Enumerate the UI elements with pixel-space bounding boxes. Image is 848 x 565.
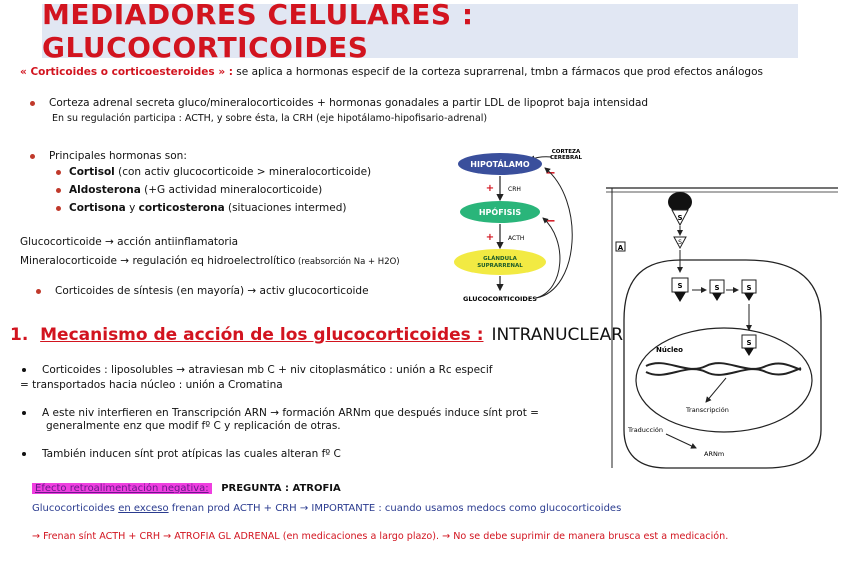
feedback-text: Glucocorticoides [32,503,119,514]
corteza-label: CORTEZA [551,149,581,155]
steroid-label: S [677,214,683,222]
dna-strand [646,363,801,370]
mech-bullet [22,363,492,377]
minus-sign: − [545,166,556,181]
hipotalamo-label: HIPOTÁLAMO [470,160,530,169]
plus-sign: + [485,232,495,243]
bullet-dot [30,154,35,159]
panel-label: A [617,244,624,252]
feedback-heading [32,482,341,496]
section-number: 1. [10,325,29,345]
mineral-text: Mineralocorticoide → regulación eq hidroelectrolítico [20,255,296,267]
bullet-dot [22,368,26,372]
bullet-dot [56,170,61,175]
bullet-text: En su regulación participa : ACTH, y sobre ésta, la CRH (eje hipotálamo-hipofisario-adrenal) [52,113,488,124]
section-heading [10,325,623,345]
feedback-label: Efecto retroalimentación negativa: [32,483,212,494]
intro-line [20,65,763,79]
steroid-label: S [678,239,682,246]
steroid-label: S [746,284,752,292]
traduccion-label: Traducción [628,426,663,434]
hormone-item [56,183,322,197]
bullet-dot [36,289,41,294]
synth-line [36,284,369,298]
mech-text: A este niv interfieren en Transcripción ARN → formación ARNm que después induce sínt prot = [42,407,539,419]
acth-label: ACTH [508,235,525,242]
steroid-label: S [677,282,683,290]
hpa-axis-diagram [440,140,600,310]
intro-quote: « Corticoides o corticoesteroides » : [20,66,233,78]
hormones-heading [30,149,187,163]
hormone-detail: (con activ glucocorticoide > mineralocorticoide) [114,166,372,178]
crh-label: CRH [508,186,521,193]
feedback-text: frenan prod ACTH + CRH → IMPORTANTE : cuando usamos medocs como glucocorticoides [168,503,622,514]
bullet-text: Corteza adrenal secreta gluco/mineralocorticoides + hormonas gonadales a partir LDL de lipoprot baja intensidad [49,97,649,109]
section-title: Mecanismo de acción de los glucocorticoides : [40,325,484,345]
hormone-detail: (situaciones intermed) [224,202,347,214]
hormone-item [56,201,346,215]
intro-text: se aplica a hormonas especif de la corteza suprarrenal, tmbn a fármacos que prod efectos análogos [232,66,763,78]
mineral-line [20,254,400,269]
bullet-dot [56,188,61,193]
cell-mechanism-diagram [606,180,838,470]
mineral-small: (reabsorción Na + H2O) [295,257,400,267]
hormone-joiner: y [125,202,139,214]
bullet-dot [22,411,26,415]
mech-line: = transportados hacia núcleo : unión a Cromatina [20,379,283,391]
hormone-name: Cortisona [69,202,126,214]
plus-sign: + [485,183,495,194]
glandula-label: SUPRARRENAL [477,263,523,269]
transcripcion-label: Transcripción [686,406,729,414]
glucocorticoides-label: GLUCOCORTICOIDES [463,295,537,303]
arnm-label: ARNm [704,450,725,458]
mech-text: También inducen sínt prot atípicas las cuales alteran fº C [42,448,341,460]
section-tag: INTRANUCLEAR [491,325,624,345]
mech-bullet [22,406,539,420]
page-title: MEDIADORES CELULARES : GLUCOCORTICOIDES [42,0,474,64]
hormone-name: Cortisol [69,166,115,178]
bullet-dot [30,101,35,106]
bullet-regulacion [52,112,487,126]
corteza-label: CEREBRAL [550,155,582,161]
hormones-heading-text: Principales hormonas son: [49,150,187,162]
mech-bullet [22,447,341,461]
feedback-underlined: en exceso [118,503,169,514]
steroid-label: S [746,339,752,347]
hormone-blob [668,192,692,212]
bullet-dot [22,452,26,456]
title-banner [42,0,798,64]
hormone-name: Aldosterona [69,184,141,196]
steroid-label: S [714,284,720,292]
minus-sign: − [545,214,556,229]
bullet-dot [56,206,61,211]
bullet-corteza [30,96,648,110]
glandula-label: GLÁNDULA [483,256,517,262]
feedback-line2: → Frenan sínt ACTH + CRH → ATROFIA GL ADRENAL (en medicaciones a largo plazo). → No se debe suprimir de manera brusca est a medicación. [32,531,729,542]
nucleo-label: Núcleo [656,346,683,354]
feedback-question: PREGUNTA : ATROFIA [221,483,341,494]
hipofisis-label: HPÓFISIS [478,208,522,217]
feedback-line1 [32,502,621,516]
dna-strand [646,368,801,375]
mech-text: Corticoides : liposolubles → atraviesan mb C + niv citoplasmático : unión a Rc especif [42,364,493,376]
glandula-node [454,249,546,275]
gluco-line: Glucocorticoide → acción antiinflamatoria [20,236,239,248]
mech-line: generalmente enz que modif fº C y replicación de otras. [46,420,341,432]
hormone-detail: (+G actividad mineralocorticoide) [140,184,323,196]
hormone-item [56,165,371,179]
hormone-name: corticosterona [138,202,225,214]
synth-text: Corticoides de síntesis (en mayoría) → activ glucocorticoide [55,285,369,297]
